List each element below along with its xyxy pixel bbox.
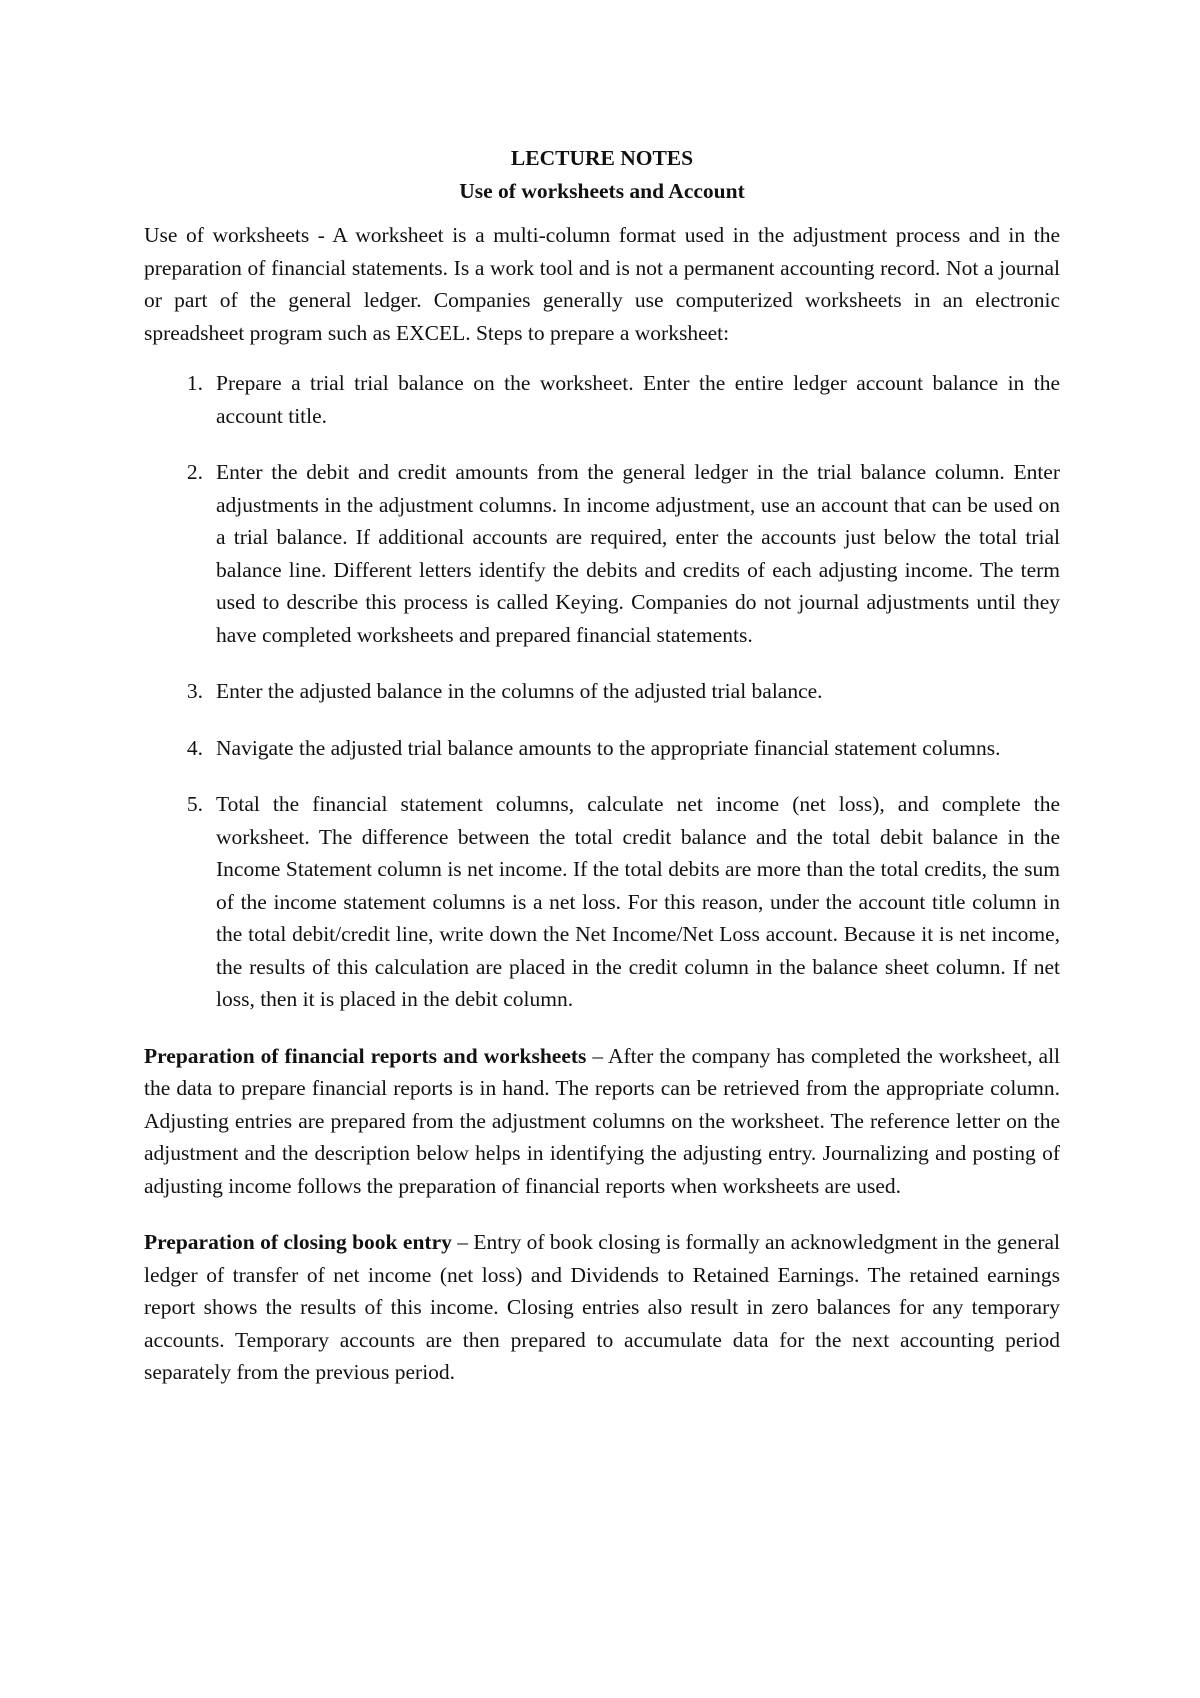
section-heading: Preparation of closing book entry [144,1230,452,1254]
section-text: – Entry of book closing is formally an acknowledgment in the general ledger of transfer of net income (net loss) and Dividends to Retained Earnings. The retained earnings report shows the results of this income. Closing entries also result in zero balances for any temporary accounts. Temporary accounts are then prepared to accumulate data for the next accounting period separately from the previous period. [144,1230,1060,1384]
section-heading: Preparation of financial reports and worksheets [144,1043,587,1068]
document-page [144,142,1060,1389]
list-item [144,675,1060,708]
step-text: Total the financial statement columns, calculate net income (net loss), and complete the worksheet. The difference between the total credit balance and the total debit balance in the Income Statement column is net income. If the total debits are more than the total credits, the sum of the income statement columns is a net loss. For this reason, under the account title column in the total debit/credit line, write down the Net Income/Net Loss account. Because it is net income, the results of this calculation are placed in the credit column in the balance sheet column. If net loss, then it is placed in the debit column. [216,792,1060,1011]
step-number: 1. [186,371,203,395]
list-item [144,367,1060,432]
step-text: Navigate the adjusted trial balance amounts to the appropriate financial statement columns. [216,735,1001,760]
step-number: 4. [186,735,203,760]
step-number: 2. [186,460,203,484]
list-item [144,732,1060,765]
step-text: Enter the adjusted balance in the columns of the adjusted trial balance. [216,679,823,703]
page-title: LECTURE NOTES [510,146,694,170]
step-number: 3. [186,679,203,703]
list-item [144,456,1060,651]
section-financial-reports [144,1040,1060,1203]
section-text: – After the company has completed the worksheet, all the data to prepare financial reports is in hand. The reports can be retrieved from the appropriate column. Adjusting entries are prepared from the adjustment columns on the worksheet. The reference letter on the adjustment and the description below helps in identifying the adjusting entry. Journalizing and posting of adjusting income follows the preparation of financial reports when worksheets are used. [144,1043,1061,1198]
page-subtitle: Use of worksheets and Account [459,178,745,203]
list-item [144,788,1060,1016]
step-text: Enter the debit and credit amounts from the general ledger in the trial balance column. Enter adjustments in the adjustment columns. In income adjustment, use an account that can be used on a trial balance. If additional accounts are required, enter the accounts just below the total trial balance line. Different letters identify the debits and credits of each adjusting income. The term used to describe this process is called Keying. Companies do not journal adjustments until they have completed worksheets and prepared financial statements. [216,460,1060,647]
intro-paragraph: Use of worksheets - A worksheet is a multi-column format used in the adjustment process and in the preparation of financial statements. Is a work tool and is not a permanent accounting record. Not a journal or part of the general ledger. Companies generally use computerized worksheets in an electronic spreadsheet program such as EXCEL. Steps to prepare a worksheet: [144,223,1060,345]
section-closing-entry [144,1226,1060,1389]
step-text: Prepare a trial trial balance on the worksheet. Enter the entire ledger account balance in the account title. [216,371,1060,428]
steps-list [144,367,1060,1016]
step-number: 5. [186,792,203,816]
